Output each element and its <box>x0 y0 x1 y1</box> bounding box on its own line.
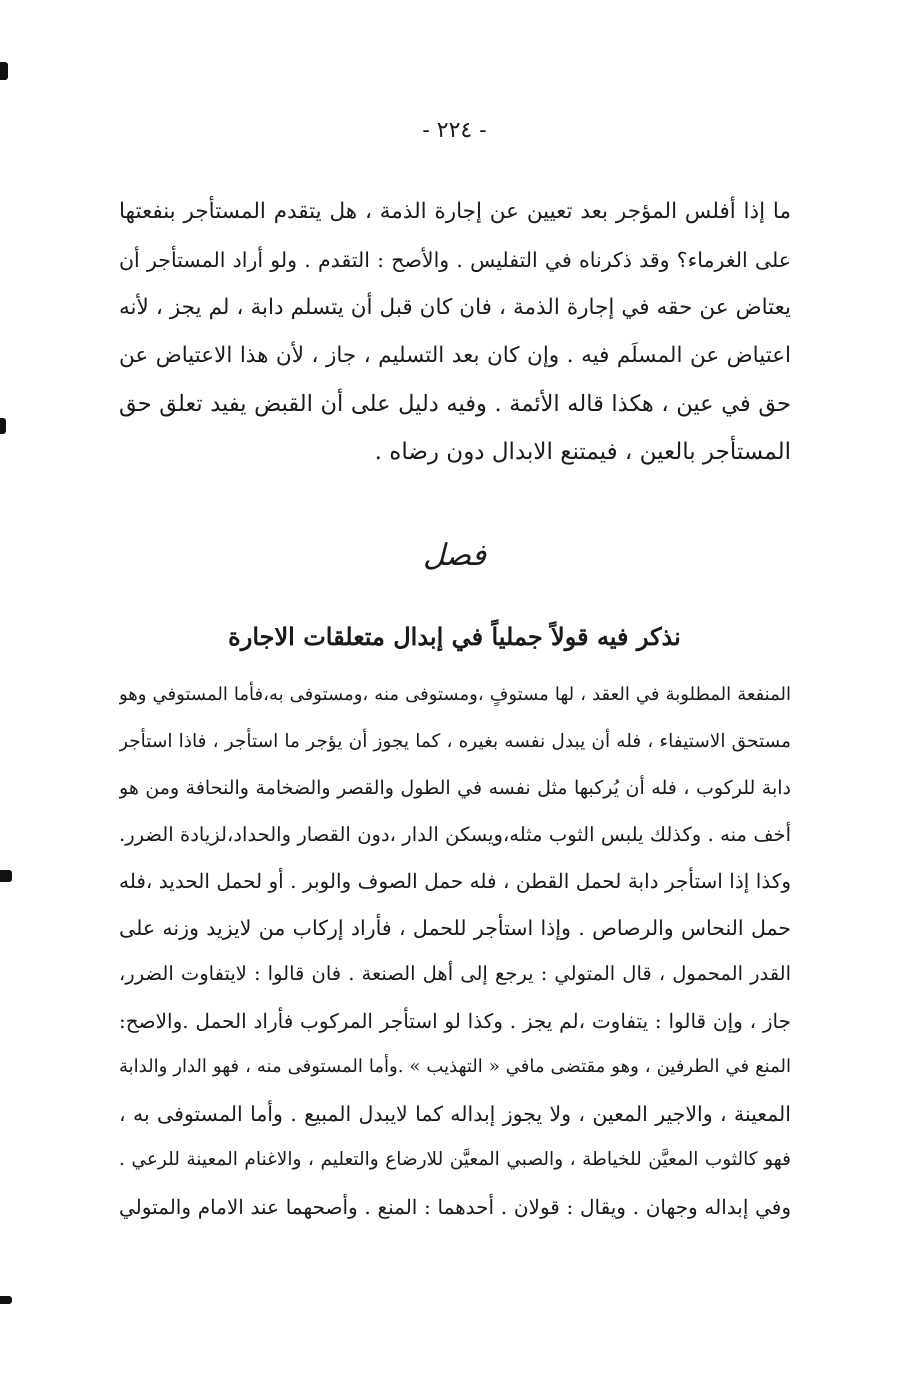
text-line: المنفعة المطلوبة في العقد ، لها مستوفٍ ،ومستوفى منه ،ومستوفى به،فأما المستوفي وهو <box>119 684 791 705</box>
text-line: فهو كالثوب المعيَّن للخياطة ، والصبي المعيَّن للارضاع والتعليم ، والاغنام المعينة للرعي . <box>119 1149 791 1170</box>
text-line: أخف منه . وكذلك يلبس الثوب مثله،ويسكن الدار ،دون القصار والحداد،لزيادة الضرر. <box>119 822 791 846</box>
scan-edge-mark <box>0 418 6 434</box>
text-line: المنع في الطرفين ، وهو مقتضى مافي « التهذيب » .وأما المستوفى منه ، فهو الدار والدابة <box>119 1056 791 1077</box>
text-line: القدر المحمول ، قال المتولي : يرجع إلى أهل الصنعة . فان قالوا : لايتفاوت الضرر، <box>119 962 791 985</box>
text-line: جاز ، وإن قالوا : يتفاوت ،لم يجز . وكذا لو استأجر المركوب فأراد الحمل .والاصح: <box>119 1008 791 1033</box>
scan-edge-mark <box>0 62 8 80</box>
text-line: وفي إبداله وجهان . ويقال : قولان . أحدهما : المنع . وأصحهما عند الامام والمتولي <box>119 1194 791 1219</box>
scan-edge-mark <box>0 1296 12 1304</box>
text-line: ما إذا أفلس المؤجر بعد تعيين عن إجارة الذمة ، هل يتقدم المستأجر بنفعتها <box>119 199 791 224</box>
text-line: حمل النحاس والرصاص . وإذا استأجر للحمل ، فأراد إركاب من لايزيد وزنه على <box>119 915 791 940</box>
scan-edge-mark <box>0 870 12 882</box>
section-heading: نذكر فيه قولاً جملياً في إبدال متعلقات الاجارة <box>228 622 681 651</box>
text-line: دابة للركوب ، فله أن يُركبها مثل نفسه في الطول والقصر والضخامة والنحافة ومن هو <box>119 777 791 799</box>
text-line: على الغرماء؟ وقد ذكرناه في التفليس . والأصح : التقدم . ولو أراد المستأجر أن <box>119 248 791 272</box>
text-line: اعتياض عن المسلَم فيه . وإن كان بعد التسليم ، جاز ، لأن هذا الاعتياض عن <box>119 343 791 368</box>
text-line: وكذا إذا استأجر دابة لحمل القطن ، فله حمل الصوف والوبر . أو لحمل الحديد ،فله <box>119 869 791 893</box>
text-line: مستحق الاستيفاء ، فله أن يبدل نفسه بغيره ، كما يجوز أن يؤجر ما استأجر ، فاذا استأجر <box>119 730 791 752</box>
page-number: - ٢٢٤ - <box>422 118 487 143</box>
text-line: يعتاض عن حقه في إجارة الذمة ، فان كان قبل أن يتسلم دابة ، لم يجز ، لأنه <box>119 295 791 320</box>
fasl-title: فصل <box>422 538 487 573</box>
paragraph-2 <box>119 672 791 1230</box>
text-line: المعينة ، والاجير المعين ، ولا يجوز إبداله كما لايبدل المبيع . وأما المستوفى به ، <box>119 1101 791 1126</box>
text-line: حق في عين ، هكذا قاله الأئمة . وفيه دليل على أن القبض يفيد تعلق حق <box>119 391 791 417</box>
paragraph-1 <box>119 188 791 476</box>
text-line: المستأجر بالعين ، فيمتنع الابدال دون رضاه . <box>374 439 791 465</box>
